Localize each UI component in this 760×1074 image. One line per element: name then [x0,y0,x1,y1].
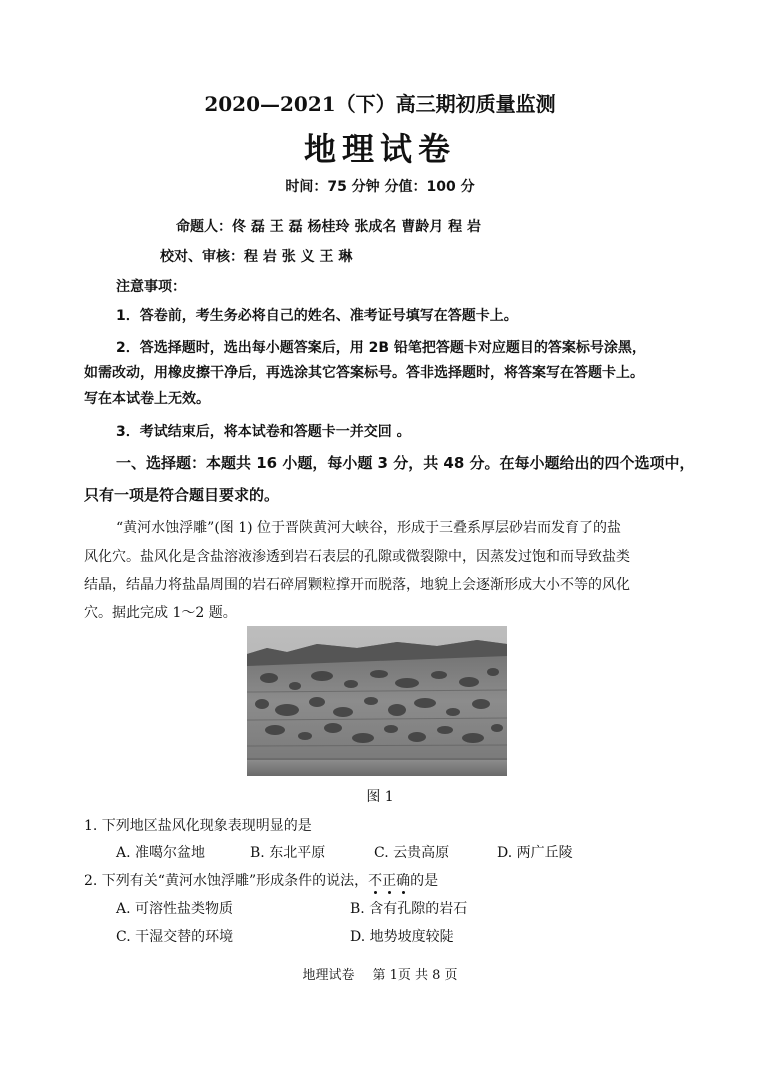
question-1-option-a: A. 准噶尔盆地 [116,845,206,861]
passage-line-2: 风化穴。盐风化是含盐溶液渗透到岩石表层的孔隙或微裂隙中，因蒸发过饱和而导致盐类 [84,549,630,565]
proofers-line: 校对、审核：程 岩 张 义 王 琳 [160,249,353,265]
question-2-option-b: B. 含有孔隙的岩石 [350,901,468,917]
question-2-stem [84,870,438,890]
question-1-option-b: B. 东北平原 [250,845,326,861]
emphasis-char-1: 不 [368,870,382,890]
notice-heading: 注意事项： [116,279,186,295]
subject-title: 地理试卷 [303,130,456,168]
rock-cliff-image [247,626,507,776]
question-2-option-c: C. 干湿交替的环境 [116,929,234,945]
footer-page-number: 第 1页 共 8 页 [372,968,458,983]
question-1-option-d: D. 两广丘陵 [497,845,573,861]
question-2-option-a: A. 可溶性盐类物质 [116,901,234,917]
exam-title: 2020—2021（下）高三期初质量监测 [204,92,556,116]
question-1-option-c: C. 云贵高原 [374,845,450,861]
emphasis-char-3: 确 [396,870,410,890]
notice-item-3: 3．考试结束后，将本试卷和答题卡一并交回 。 [116,424,411,440]
time-score-line: 时间：75 分钟 分值：100 分 [285,179,475,195]
question-2-stem-start: 2. 下列有关“黄河水蚀浮雕”形成条件的说法， [84,873,369,889]
section-instructions-line-2: 只有一项是符合题目要求的。 [84,486,280,504]
question-2-option-d: D. 地势坡度较陡 [350,929,454,945]
question-2-stem-end: 的是 [410,873,439,889]
notice-item-2-line-3: 写在本试卷上无效。 [84,391,210,407]
notice-item-2-line-2: 如需改动，用橡皮擦干净后，再选涂其它答案标号。答非选择题时，将答案写在答题卡上。 [84,365,644,381]
question-1-stem: 1. 下列地区盐风化现象表现明显的是 [84,818,312,834]
section-instructions-line-1: 一、选择题：本题共 16 小题，每小题 3 分，共 48 分。在每小题给出的四个选项中， [116,454,695,472]
passage-line-4: 穴。据此完成 1～2 题。 [84,605,237,621]
figure-1-photo [247,626,507,776]
notice-item-2-line-1: 2．答选择题时，选出每小题答案后，用 2B 铅笔把答题卡对应题目的答案标号涂黑， [116,340,646,356]
authors-line: 命题人：佟 磊 王 磊 杨桂玲 张成名 曹龄月 程 岩 [176,219,481,235]
figure-caption: 图 1 [366,789,394,805]
passage-line-3: 结晶，结晶力将盐晶周围的岩石碎屑颗粒撑开而脱落，地貌上会逐渐形成大小不等的风化 [84,577,630,593]
passage-line-1: “黄河水蚀浮雕”(图 1) 位于晋陕黄河大峡谷，形成于三叠系厚层砂岩而发育了的盐 [116,520,622,536]
emphasis-char-2: 正 [382,870,396,890]
footer-subject: 地理试卷 [302,968,355,983]
page-footer [0,964,760,983]
notice-item-1: 1．答卷前，考生务必将自己的姓名、准考证号填写在答题卡上。 [116,308,518,324]
